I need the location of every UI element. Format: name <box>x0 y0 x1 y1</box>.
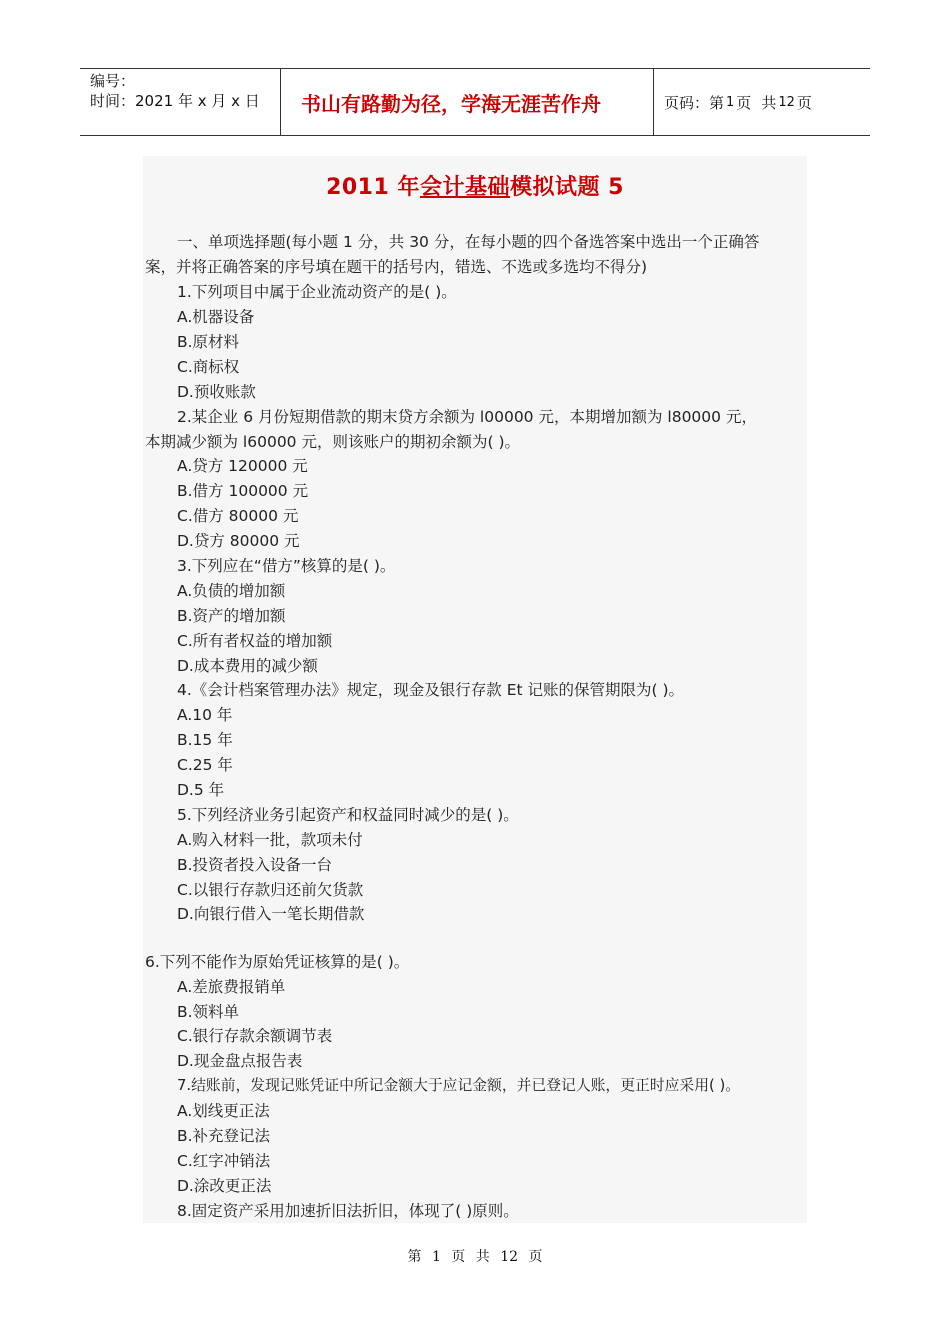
question-7-option-b: B.补充登记法 <box>177 1127 271 1145</box>
document-body <box>143 156 807 1223</box>
question-7: 7.结账前，发现记账凭证中所记金额大于应记金额，并已登记人账，更正时应采用( )。 <box>177 1077 741 1094</box>
question-7-option-d: D.涂改更正法 <box>177 1177 272 1195</box>
question-4-option-a: A.10 年 <box>177 706 233 724</box>
question-5-option-c: C.以银行存款归还前欠货款 <box>177 881 364 899</box>
header-motto: 书山有路勤为径，学海无涯苦作舟 <box>301 91 601 116</box>
question-8: 8.固定资产采用加速折旧法折旧，体现了( )原则。 <box>177 1202 519 1220</box>
question-3-option-c: C.所有者权益的增加额 <box>177 632 333 650</box>
page-suffix: 页 <box>796 93 812 112</box>
question-1-option-b: B.原材料 <box>177 333 240 351</box>
question-1-option-c: C.商标权 <box>177 358 240 376</box>
section-intro-line-2: 案，并将正确答案的序号填在题干的括号内，错选、不选或多选均不得分) <box>145 258 648 276</box>
page-footer: 第 1 页 共 12 页 <box>407 1249 543 1265</box>
question-3: 3.下列应在“借方”核算的是( )。 <box>177 557 396 575</box>
question-1: 1.下列项目中属于企业流动资产的是( )。 <box>177 283 457 301</box>
question-6-option-b: B.领料单 <box>177 1003 240 1021</box>
question-3-option-a: A.负债的增加额 <box>177 582 286 600</box>
question-4-option-b: B.15 年 <box>177 731 233 749</box>
page-mid: 页 <box>736 93 752 112</box>
question-2-line-2: 本期减少额为 l60000 元，则该账户的期初余额为( )。 <box>145 433 520 451</box>
question-1-option-a: A.机器设备 <box>177 308 255 326</box>
page-header <box>80 68 870 136</box>
serial-number-label: 编号： <box>90 72 136 90</box>
question-2-option-d: D.贷方 80000 元 <box>177 532 300 550</box>
question-6: 6.下列不能作为原始凭证核算的是( )。 <box>145 953 410 971</box>
page-prefix: 页码：第 <box>664 93 725 112</box>
title-underlined: 会计基础 <box>419 175 510 200</box>
question-2-option-a: A.贷方 120000 元 <box>177 457 308 475</box>
section-intro-line-1: 一、单项选择题(每小题 1 分，共 30 分，在每小题的四个备选答案中选出一个正确答 <box>177 233 760 251</box>
question-7-option-a: A.划线更正法 <box>177 1102 270 1120</box>
document-title: 2011 年会计基础模拟试题 5 <box>326 175 624 200</box>
header-page-cell <box>654 69 870 135</box>
header-info-cell <box>80 69 281 135</box>
question-6-option-d: D.现金盘点报告表 <box>177 1052 303 1070</box>
page-total: 12 <box>778 94 795 110</box>
question-3-option-d: D.成本费用的减少额 <box>177 657 318 675</box>
question-5-option-a: A.购入材料一批，款项未付 <box>177 831 363 849</box>
question-4: 4.《会计档案管理办法》规定，现金及银行存款 Et 记账的保管期限为( )。 <box>177 681 685 699</box>
question-4-option-c: C.25 年 <box>177 756 233 774</box>
page-current: 1 <box>726 94 735 110</box>
page-total-prefix: 共 <box>761 93 777 112</box>
question-5-option-d: D.向银行借入一笔长期借款 <box>177 905 365 923</box>
question-6-option-a: A.差旅费报销单 <box>177 978 286 996</box>
question-2-option-b: B.借方 100000 元 <box>177 482 309 500</box>
question-5-option-b: B.投资者投入设备一台 <box>177 856 333 874</box>
question-2-option-c: C.借方 80000 元 <box>177 507 299 525</box>
question-6-option-c: C.银行存款余额调节表 <box>177 1027 333 1045</box>
header-motto-cell <box>281 69 654 135</box>
question-4-option-d: D.5 年 <box>177 781 225 799</box>
question-3-option-b: B.资产的增加额 <box>177 607 286 625</box>
question-2-line-1: 2.某企业 6 月份短期借款的期末贷方余额为 l00000 元，本期增加额为 l80000 元， <box>177 408 757 426</box>
date-label: 时间：2021 年 x 月 x 日 <box>90 92 260 110</box>
question-5: 5.下列经济业务引起资产和权益同时减少的是( )。 <box>177 806 519 824</box>
question-7-option-c: C.红字冲销法 <box>177 1152 271 1170</box>
question-1-option-d: D.预收账款 <box>177 383 256 401</box>
